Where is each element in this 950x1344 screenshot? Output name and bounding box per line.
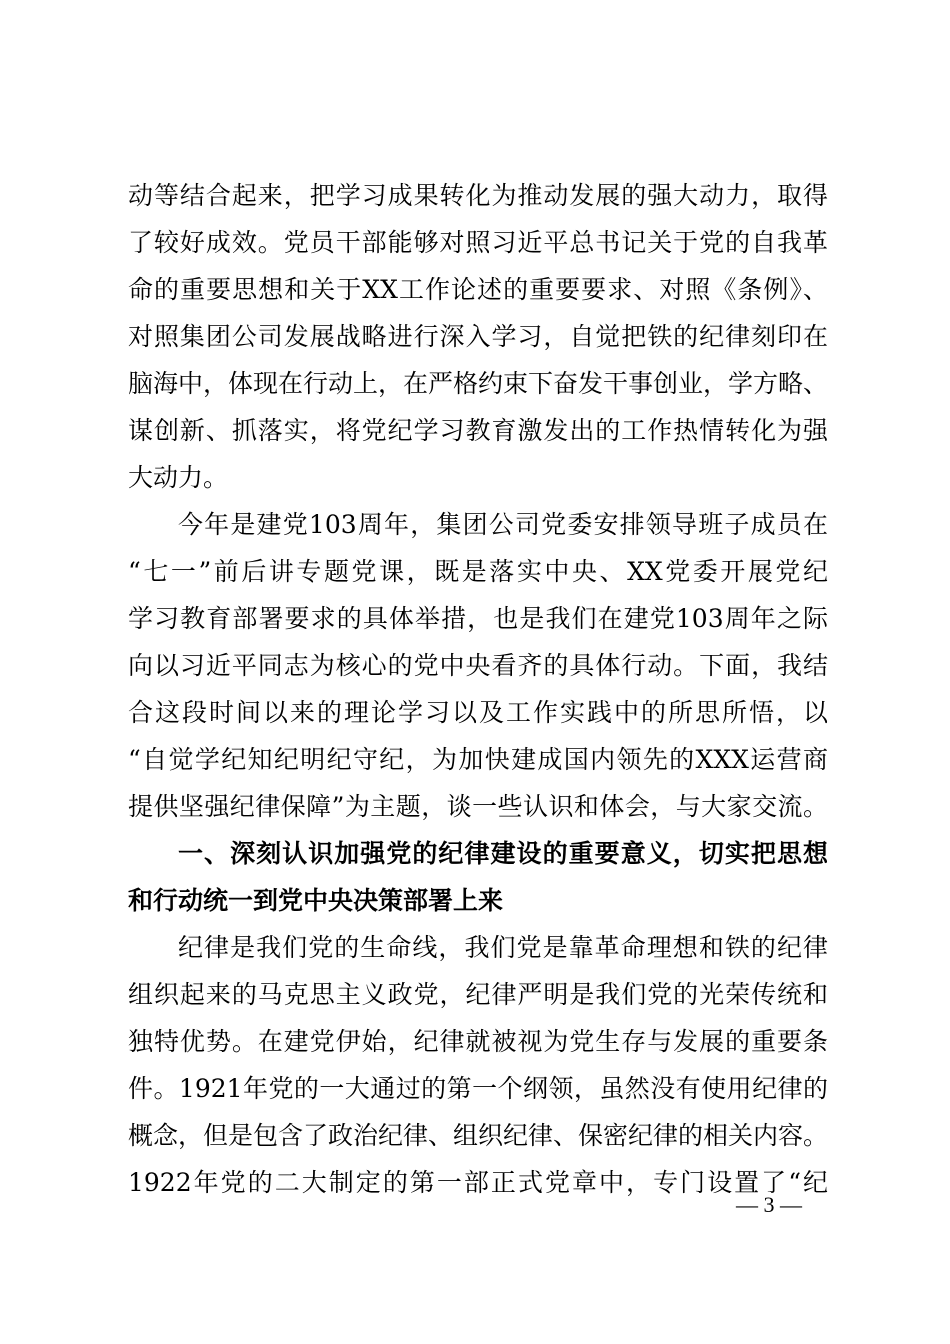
text-line: 合这段时间以来的理论学习以及工作实践中的所思所悟，以 xyxy=(128,698,828,727)
paragraph-first-line: 今年是建党103周年，集团公司党委安排领导班子成员在 xyxy=(178,510,828,539)
text-line: 动等结合起来，把学习成果转化为推动发展的强大动力，取得 xyxy=(128,181,828,210)
text-line: 命的重要思想和关于XX工作论述的重要要求、对照《条例》、 xyxy=(128,275,828,304)
text-line: 谋创新、抓落实，将党纪学习教育激发出的工作热情转化为强 xyxy=(128,416,828,445)
text-line: 了较好成效。党员干部能够对照习近平总书记关于党的自我革 xyxy=(128,228,828,257)
paragraph-first-line: 纪律是我们党的生命线，我们党是靠革命理想和铁的纪律 xyxy=(178,933,828,962)
text-line: 1922年党的二大制定的第一部正式党章中，专门设置了“纪 xyxy=(128,1168,828,1197)
text-line: “七一”前后讲专题党课，既是落实中央、XX党委开展党纪 xyxy=(128,557,828,586)
text-line: 组织起来的马克思主义政党，纪律严明是我们党的光荣传统和 xyxy=(128,980,828,1009)
text-line: 大动力。 xyxy=(128,463,229,492)
text-line: 件。1921年党的一大通过的第一个纲领，虽然没有使用纪律的 xyxy=(128,1074,828,1103)
section-heading-continued: 和行动统一到党中央决策部署上来 xyxy=(128,886,504,915)
text-line: 向以习近平同志为核心的党中央看齐的具体行动。下面，我结 xyxy=(128,651,828,680)
section-heading: 一、深刻认识加强党的纪律建设的重要意义，切实把思想 xyxy=(178,839,828,868)
text-line: “自觉学纪知纪明纪守纪，为加快建成国内领先的XXX运营商 xyxy=(128,745,828,774)
page-number: — 3 — xyxy=(736,1192,802,1217)
text-line: 提供坚强纪律保障”为主题，谈一些认识和体会，与大家交流。 xyxy=(128,792,828,821)
text-line: 学习教育部署要求的具体举措，也是我们在建党103周年之际 xyxy=(128,604,828,633)
text-line: 概念，但是包含了政治纪律、组织纪律、保密纪律的相关内容。 xyxy=(128,1121,829,1150)
text-line: 独特优势。在建党伊始，纪律就被视为党生存与发展的重要条 xyxy=(128,1027,828,1056)
text-line: 脑海中，体现在行动上，在严格约束下奋发干事创业，学方略、 xyxy=(128,369,829,398)
text-line: 对照集团公司发展战略进行深入学习，自觉把铁的纪律刻印在 xyxy=(128,322,828,351)
